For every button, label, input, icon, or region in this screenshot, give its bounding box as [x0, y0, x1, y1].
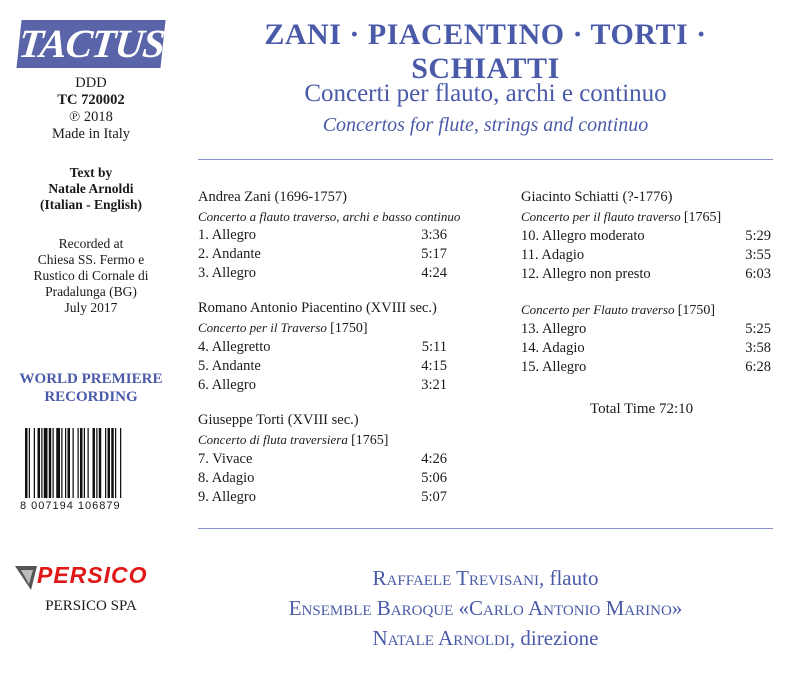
track-duration: 4:26 — [421, 451, 447, 467]
track-duration: 3:21 — [421, 377, 447, 393]
track-title: 2. Andante — [198, 246, 261, 262]
track-duration: 6:03 — [745, 266, 771, 282]
barcode — [25, 428, 150, 498]
recording-info — [0, 236, 182, 316]
barcode-digits: 8 007194 106879 — [20, 500, 121, 512]
track-title: 15. Allegro — [521, 359, 587, 375]
tracklist-column-left — [198, 188, 461, 507]
world-premiere-badge — [0, 370, 182, 406]
track-duration: 3:58 — [745, 340, 771, 356]
persico-spa: PERSICO SPA — [45, 598, 137, 614]
performer-ensemble — [198, 596, 773, 621]
track-duration: 4:24 — [421, 265, 447, 281]
composer-schiatti: Giacinto Schiatti (?-1776) — [521, 189, 673, 205]
track-row — [521, 358, 771, 377]
catalog-number: TC 720002 — [57, 92, 125, 108]
recorded-line-5: July 2017 — [64, 300, 118, 315]
album-title-english: Concertos for flute, strings and continuo — [322, 114, 649, 136]
work-schiatti-2 — [521, 300, 771, 320]
composer-piacentino: Romano Antonio Piacentino (XVIII sec.) — [198, 300, 437, 316]
track-title: 4. Allegretto — [198, 339, 271, 355]
track-duration: 5:25 — [745, 321, 771, 337]
work-schiatti-1 — [521, 207, 771, 227]
performer-name: Raffaele Trevisani — [372, 566, 539, 590]
work-piacentino — [198, 318, 447, 338]
text-by-author: Natale Arnoldi — [48, 181, 134, 196]
ensemble-name: Ensemble Baroque «Carlo Antonio Marino» — [288, 596, 683, 620]
divider-bottom — [198, 528, 773, 529]
text-by-label: Text by — [69, 165, 113, 180]
track-duration: 3:55 — [745, 247, 771, 263]
track-row — [521, 320, 771, 339]
track-row — [198, 376, 447, 395]
track-row — [198, 469, 447, 488]
world-premiere-line-2: RECORDING — [44, 389, 138, 405]
work-year: [1750] — [677, 303, 716, 318]
track-title: 13. Allegro — [521, 321, 587, 337]
made-in: Made in Italy — [51, 126, 131, 142]
album-title-italian: Concerti per flauto, archi e continuo — [304, 80, 667, 107]
performer-soloist — [198, 566, 773, 591]
track-title: 11. Adagio — [521, 247, 585, 263]
tracklist-column-right — [521, 188, 771, 377]
track-duration: 3:36 — [421, 227, 447, 243]
track-row — [198, 245, 447, 264]
recorded-line-2: Chiesa SS. Fermo e — [37, 252, 145, 267]
track-duration: 6:28 — [745, 359, 771, 375]
performer-role: , flauto — [538, 566, 599, 590]
track-row — [198, 488, 447, 507]
track-duration: 5:06 — [421, 470, 447, 486]
track-row — [521, 339, 771, 358]
track-row — [198, 338, 447, 357]
track-title: 9. Allegro — [198, 489, 256, 505]
track-row — [521, 227, 771, 246]
work-year: [1765] — [683, 210, 722, 225]
track-title: 14. Adagio — [521, 340, 585, 356]
conductor-name: Natale Arnoldi — [372, 626, 510, 650]
track-title: 10. Allegro moderato — [521, 228, 645, 244]
work-title: Concerto di fluta traversiera — [198, 432, 348, 447]
persico-logo: PERSICO — [37, 562, 148, 588]
divider-top — [198, 159, 773, 160]
performer-conductor — [198, 626, 773, 651]
catalog-info — [0, 75, 182, 143]
recorded-line-1: Recorded at — [58, 236, 124, 251]
work-title: Concerto per Flauto traverso — [521, 302, 675, 317]
tactus-logo: TACTUS — [16, 21, 167, 66]
track-row — [198, 226, 447, 245]
work-title: Concerto per il Traverso — [198, 320, 327, 335]
text-by-languages: (Italian - English) — [39, 197, 143, 212]
track-title: 1. Allegro — [198, 227, 256, 243]
text-credit — [0, 165, 182, 213]
track-duration: 5:11 — [421, 339, 447, 355]
composers-heading: ZANI · PIACENTINO · TORTI · SCHIATTI — [264, 18, 707, 85]
track-title: 8. Adagio — [198, 470, 255, 486]
phonogram-year: ℗ 2018 — [69, 109, 113, 125]
ddd-label: DDD — [75, 75, 107, 91]
track-row — [198, 450, 447, 469]
work-torti — [198, 430, 447, 450]
recorded-line-4: Pradalunga (BG) — [45, 284, 137, 299]
track-duration: 5:07 — [421, 489, 447, 505]
track-title: 12. Allegro non presto — [521, 266, 651, 282]
work-year: [1765] — [351, 433, 389, 448]
work-title: Concerto per il flauto traverso — [521, 209, 681, 224]
track-title: 3. Allegro — [198, 265, 256, 281]
track-title: 7. Vivace — [198, 451, 253, 467]
conductor-role: , direzione — [509, 626, 599, 650]
work-year: [1750] — [330, 321, 368, 336]
track-title: 6. Allegro — [198, 377, 256, 393]
track-row — [521, 246, 771, 265]
track-duration: 5:17 — [421, 246, 447, 262]
composer-torti: Giuseppe Torti (XVIII sec.) — [198, 412, 359, 428]
work-zani: Concerto a flauto traverso, archi e basso continuo — [198, 209, 461, 224]
track-row — [198, 357, 447, 376]
track-row — [521, 265, 771, 284]
world-premiere-line-1: WORLD PREMIERE — [19, 371, 163, 387]
total-time: Total Time 72:10 — [590, 401, 694, 417]
track-row — [198, 264, 447, 283]
composer-zani: Andrea Zani (1696-1757) — [198, 189, 347, 205]
track-duration: 5:29 — [745, 228, 771, 244]
track-title: 5. Andante — [198, 358, 261, 374]
recorded-line-3: Rustico di Cornale di — [33, 268, 149, 283]
track-duration: 4:15 — [421, 358, 447, 374]
